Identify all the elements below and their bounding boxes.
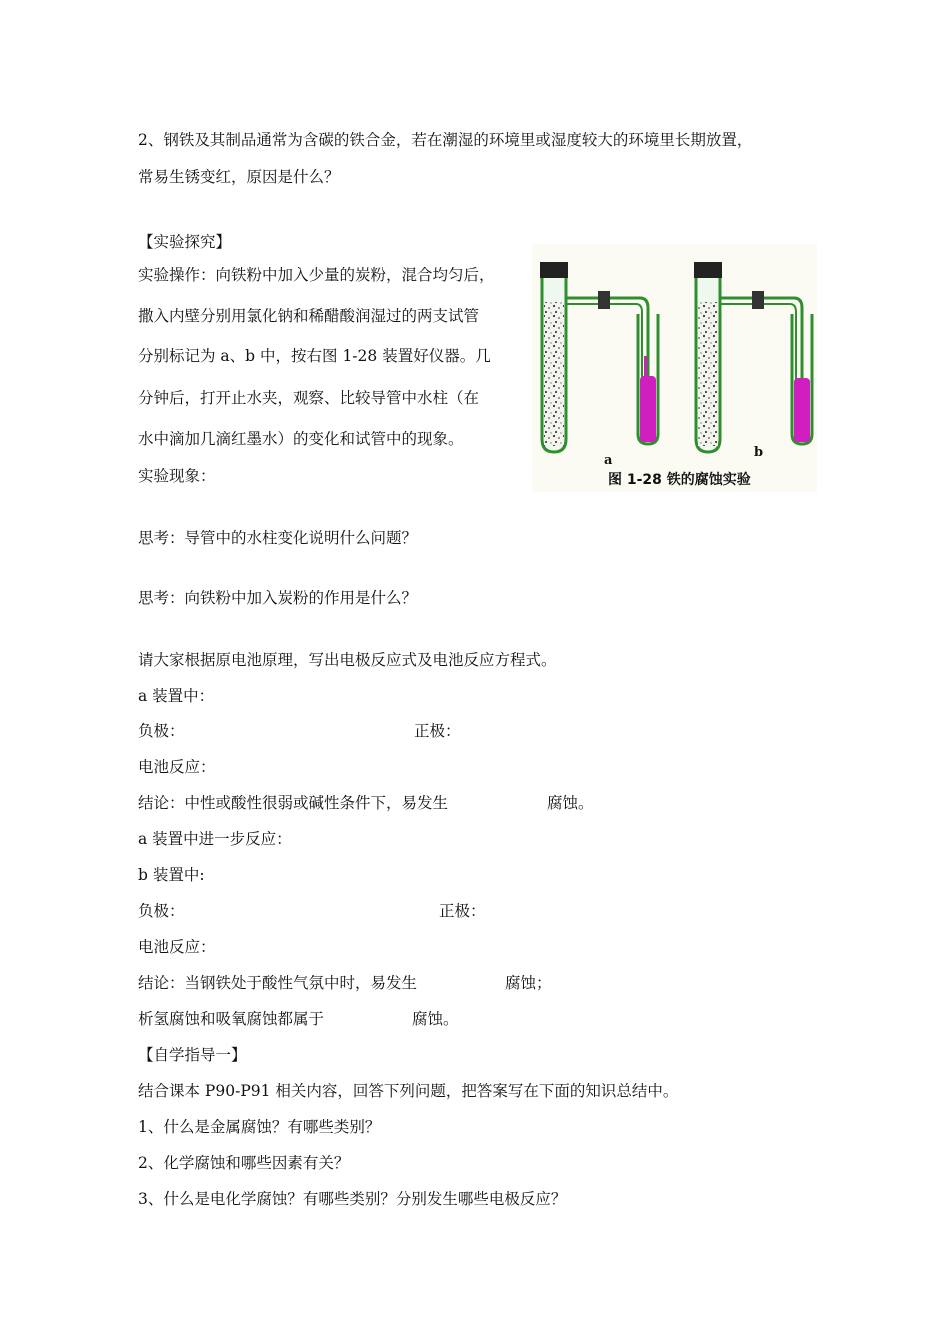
a-conclusion-suffix: 腐蚀。 (547, 794, 594, 812)
label-b: b (754, 445, 764, 460)
battery-intro: 请大家根据原电池原理，写出电极反应式及电池反应方程式。 (138, 651, 557, 669)
question-2-line-2: 常易生锈变红，原因是什么？ (138, 168, 340, 186)
selfstudy-item-2: 2、化学腐蚀和哪些因素有关？ (138, 1154, 350, 1172)
b-conclusion-suffix: 腐蚀； (505, 974, 552, 992)
both-corrosion-suffix: 腐蚀。 (412, 1010, 459, 1028)
clamp-b (752, 291, 764, 309)
selfstudy-item-1: 1、什么是金属腐蚀？有哪些类别？ (138, 1118, 381, 1136)
b-conclusion-line (138, 973, 552, 993)
stopper-a (540, 262, 568, 278)
selfstudy-intro: 结合课本 P90-P91 相关内容，回答下列问题，把答案写在下面的知识总结中。 (138, 1082, 679, 1100)
a-conclusion-text: 结论：中性或酸性很弱或碱性条件下，易发生 (138, 794, 449, 812)
b-reaction-label: 电池反应： (138, 938, 216, 956)
red-ink-a (640, 376, 656, 442)
a-negative-line (138, 721, 461, 741)
b-conclusion-text: 结论：当钢铁处于酸性气氛中时，易发生 (138, 974, 418, 992)
b-device-heading: b 装置中: (138, 866, 205, 884)
a-reaction-label: 电池反应： (138, 758, 216, 776)
a-positive-label: 正极： (414, 722, 461, 740)
iron-powder-b (698, 302, 718, 446)
selfstudy-item-3: 3、什么是电化学腐蚀？有哪些类别？分别发生哪些电极反应？ (138, 1190, 567, 1208)
question-2-line-1: 2、钢铁及其制品通常为含碳的铁合金，若在潮湿的环境里或湿度较大的环境里长期放置， (138, 131, 753, 149)
a-device-heading: a 装置中： (138, 687, 215, 705)
experiment-text-line-3: 分别标记为 a、b 中，按右图 1-28 装置好仪器。几 (138, 347, 491, 365)
a-negative-label: 负极： (138, 722, 185, 740)
experiment-text-line-5: 水中滴加几滴红墨水）的变化和试管中的现象。 (138, 430, 464, 448)
both-corrosion-text: 析氢腐蚀和吸氧腐蚀都属于 (138, 1010, 325, 1028)
corrosion-experiment-figure (532, 244, 817, 492)
a-further-reaction: a 装置中进一步反应： (138, 830, 292, 848)
water-column-a (644, 356, 647, 386)
figure-caption: 图 1-28 铁的腐蚀实验 (608, 472, 751, 488)
experiment-heading: 【实验探究】 (138, 233, 232, 251)
selfstudy-heading: 【自学指导一】 (138, 1046, 247, 1064)
b-negative-line (138, 901, 486, 921)
experiment-phenomenon: 实验现象： (138, 467, 216, 485)
experiment-text-line-4: 分钟后，打开止水夹，观察、比较导管中水柱（在 (138, 389, 480, 407)
stopper-b (694, 262, 722, 278)
iron-powder-a (544, 302, 564, 446)
thinking-question-2: 思考：向铁粉中加入炭粉的作用是什么？ (138, 589, 418, 607)
thinking-question-1: 思考：导管中的水柱变化说明什么问题？ (138, 529, 418, 547)
experiment-text-line-1: 实验操作：向铁粉中加入少量的炭粉，混合均匀后， (138, 266, 495, 284)
red-ink-b (794, 378, 810, 442)
a-conclusion-line (138, 793, 594, 813)
label-a: a (604, 453, 613, 468)
clamp-a (598, 291, 610, 309)
b-negative-label: 负极： (138, 902, 185, 920)
b-positive-label: 正极： (439, 902, 486, 920)
experiment-text-line-2: 撒入内壁分别用氯化钠和稀醋酸润湿过的两支试管 (138, 307, 480, 325)
both-corrosion-line (138, 1009, 459, 1029)
